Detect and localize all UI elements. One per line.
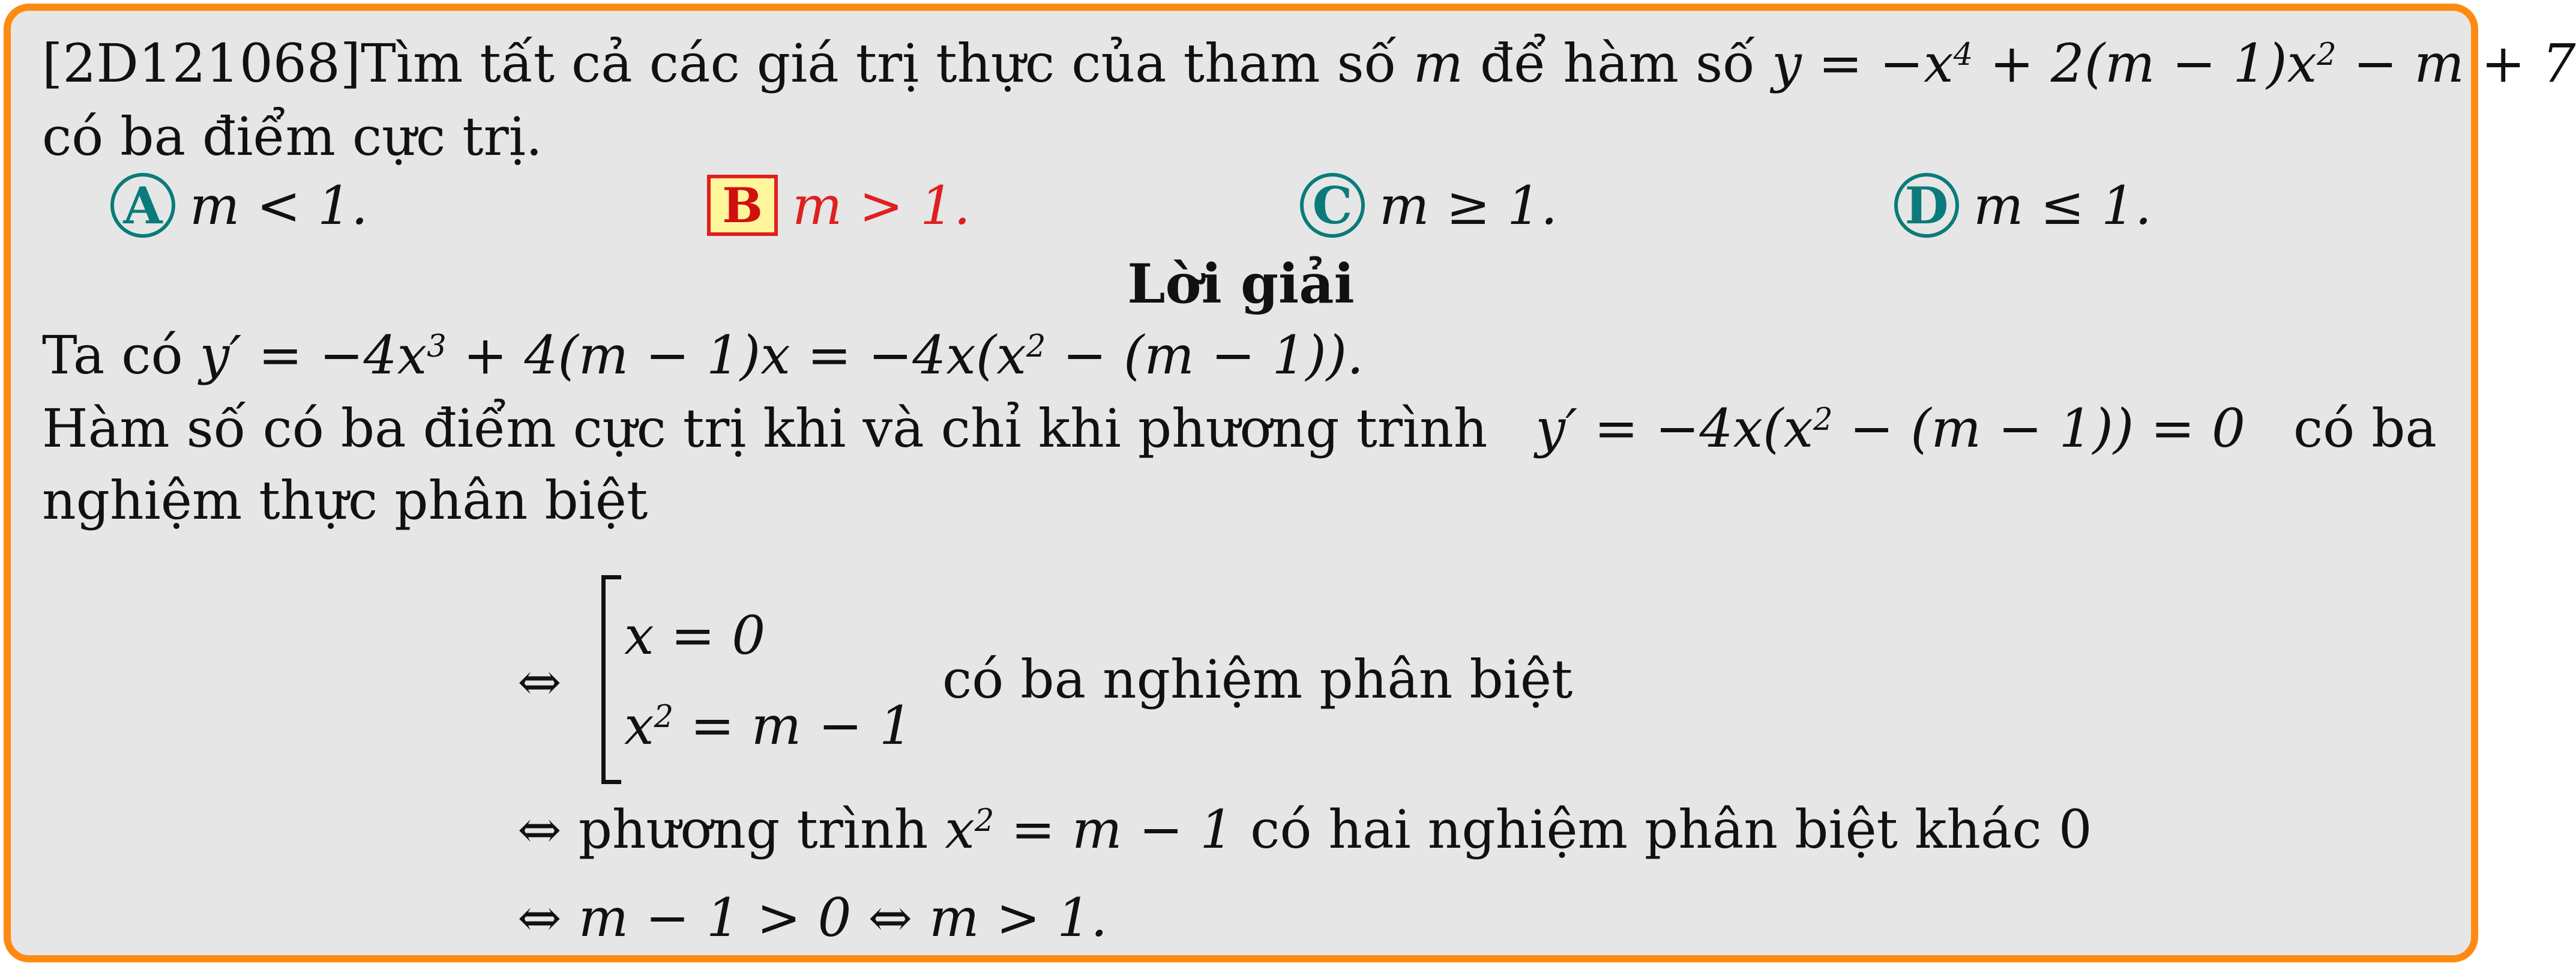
choice-a-text: m < 1. — [190, 174, 369, 237]
system-note: có ba nghiệm phân biệt — [942, 648, 1573, 710]
question-var-m: m — [1413, 32, 1463, 94]
solution-line-3: nghiệm thực phân biệt — [42, 469, 648, 531]
system-bracket — [601, 575, 621, 784]
system-eq-2: $x^2 = m - 1$ — [624, 695, 913, 756]
choice-c-text: m ≥ 1. — [1379, 174, 1558, 237]
solution-step-3: ⇔ m − 1 > 0 ⇔ m > 1. — [517, 887, 1108, 949]
choice-d-badge: D — [1894, 173, 1959, 238]
choice-d[interactable] — [1894, 169, 2152, 241]
question-line-2: có ba điểm cực trị. — [42, 106, 543, 168]
solution-line-1: Ta có $y' = -4x^3 + 4(m - 1)x = -4x(x^2 - (m - 1))$. — [42, 324, 1364, 386]
question-function: $y = -x^4 + 2(m - 1)x^2 - m + 7$ — [1771, 32, 2576, 94]
solution-heading: Lời giải — [1127, 252, 1355, 316]
choice-c[interactable] — [1300, 169, 1557, 241]
choice-a[interactable] — [110, 169, 368, 241]
choice-a-badge: A — [110, 173, 175, 238]
question-text-a: Tìm tất cả các giá trị thực của tham số — [361, 32, 1397, 94]
equiv-symbol-1: ⇔ — [517, 651, 562, 713]
system-eq-1: x = 0 — [624, 605, 766, 666]
solution-step-2: ⇔ phương trình $x^2 = m - 1$ có hai nghiệm phân biệt khác 0 — [517, 798, 2092, 860]
solution-line-2: Hàm số có ba điểm cực trị khi và chỉ khi phương trình $y' = -4x(x^2 - (m - 1)) = 0$ có ba — [42, 397, 2437, 459]
question-line-1 — [42, 32, 2576, 94]
question-id: [2D121068] — [42, 32, 361, 94]
question-text-b: để hàm số — [1479, 32, 1755, 94]
choice-b[interactable] — [707, 169, 971, 241]
choice-b-text: m > 1. — [792, 174, 971, 237]
choice-c-badge: C — [1300, 173, 1365, 238]
choice-b-badge: B — [707, 175, 778, 236]
choice-d-text: m ≤ 1. — [1973, 174, 2152, 237]
